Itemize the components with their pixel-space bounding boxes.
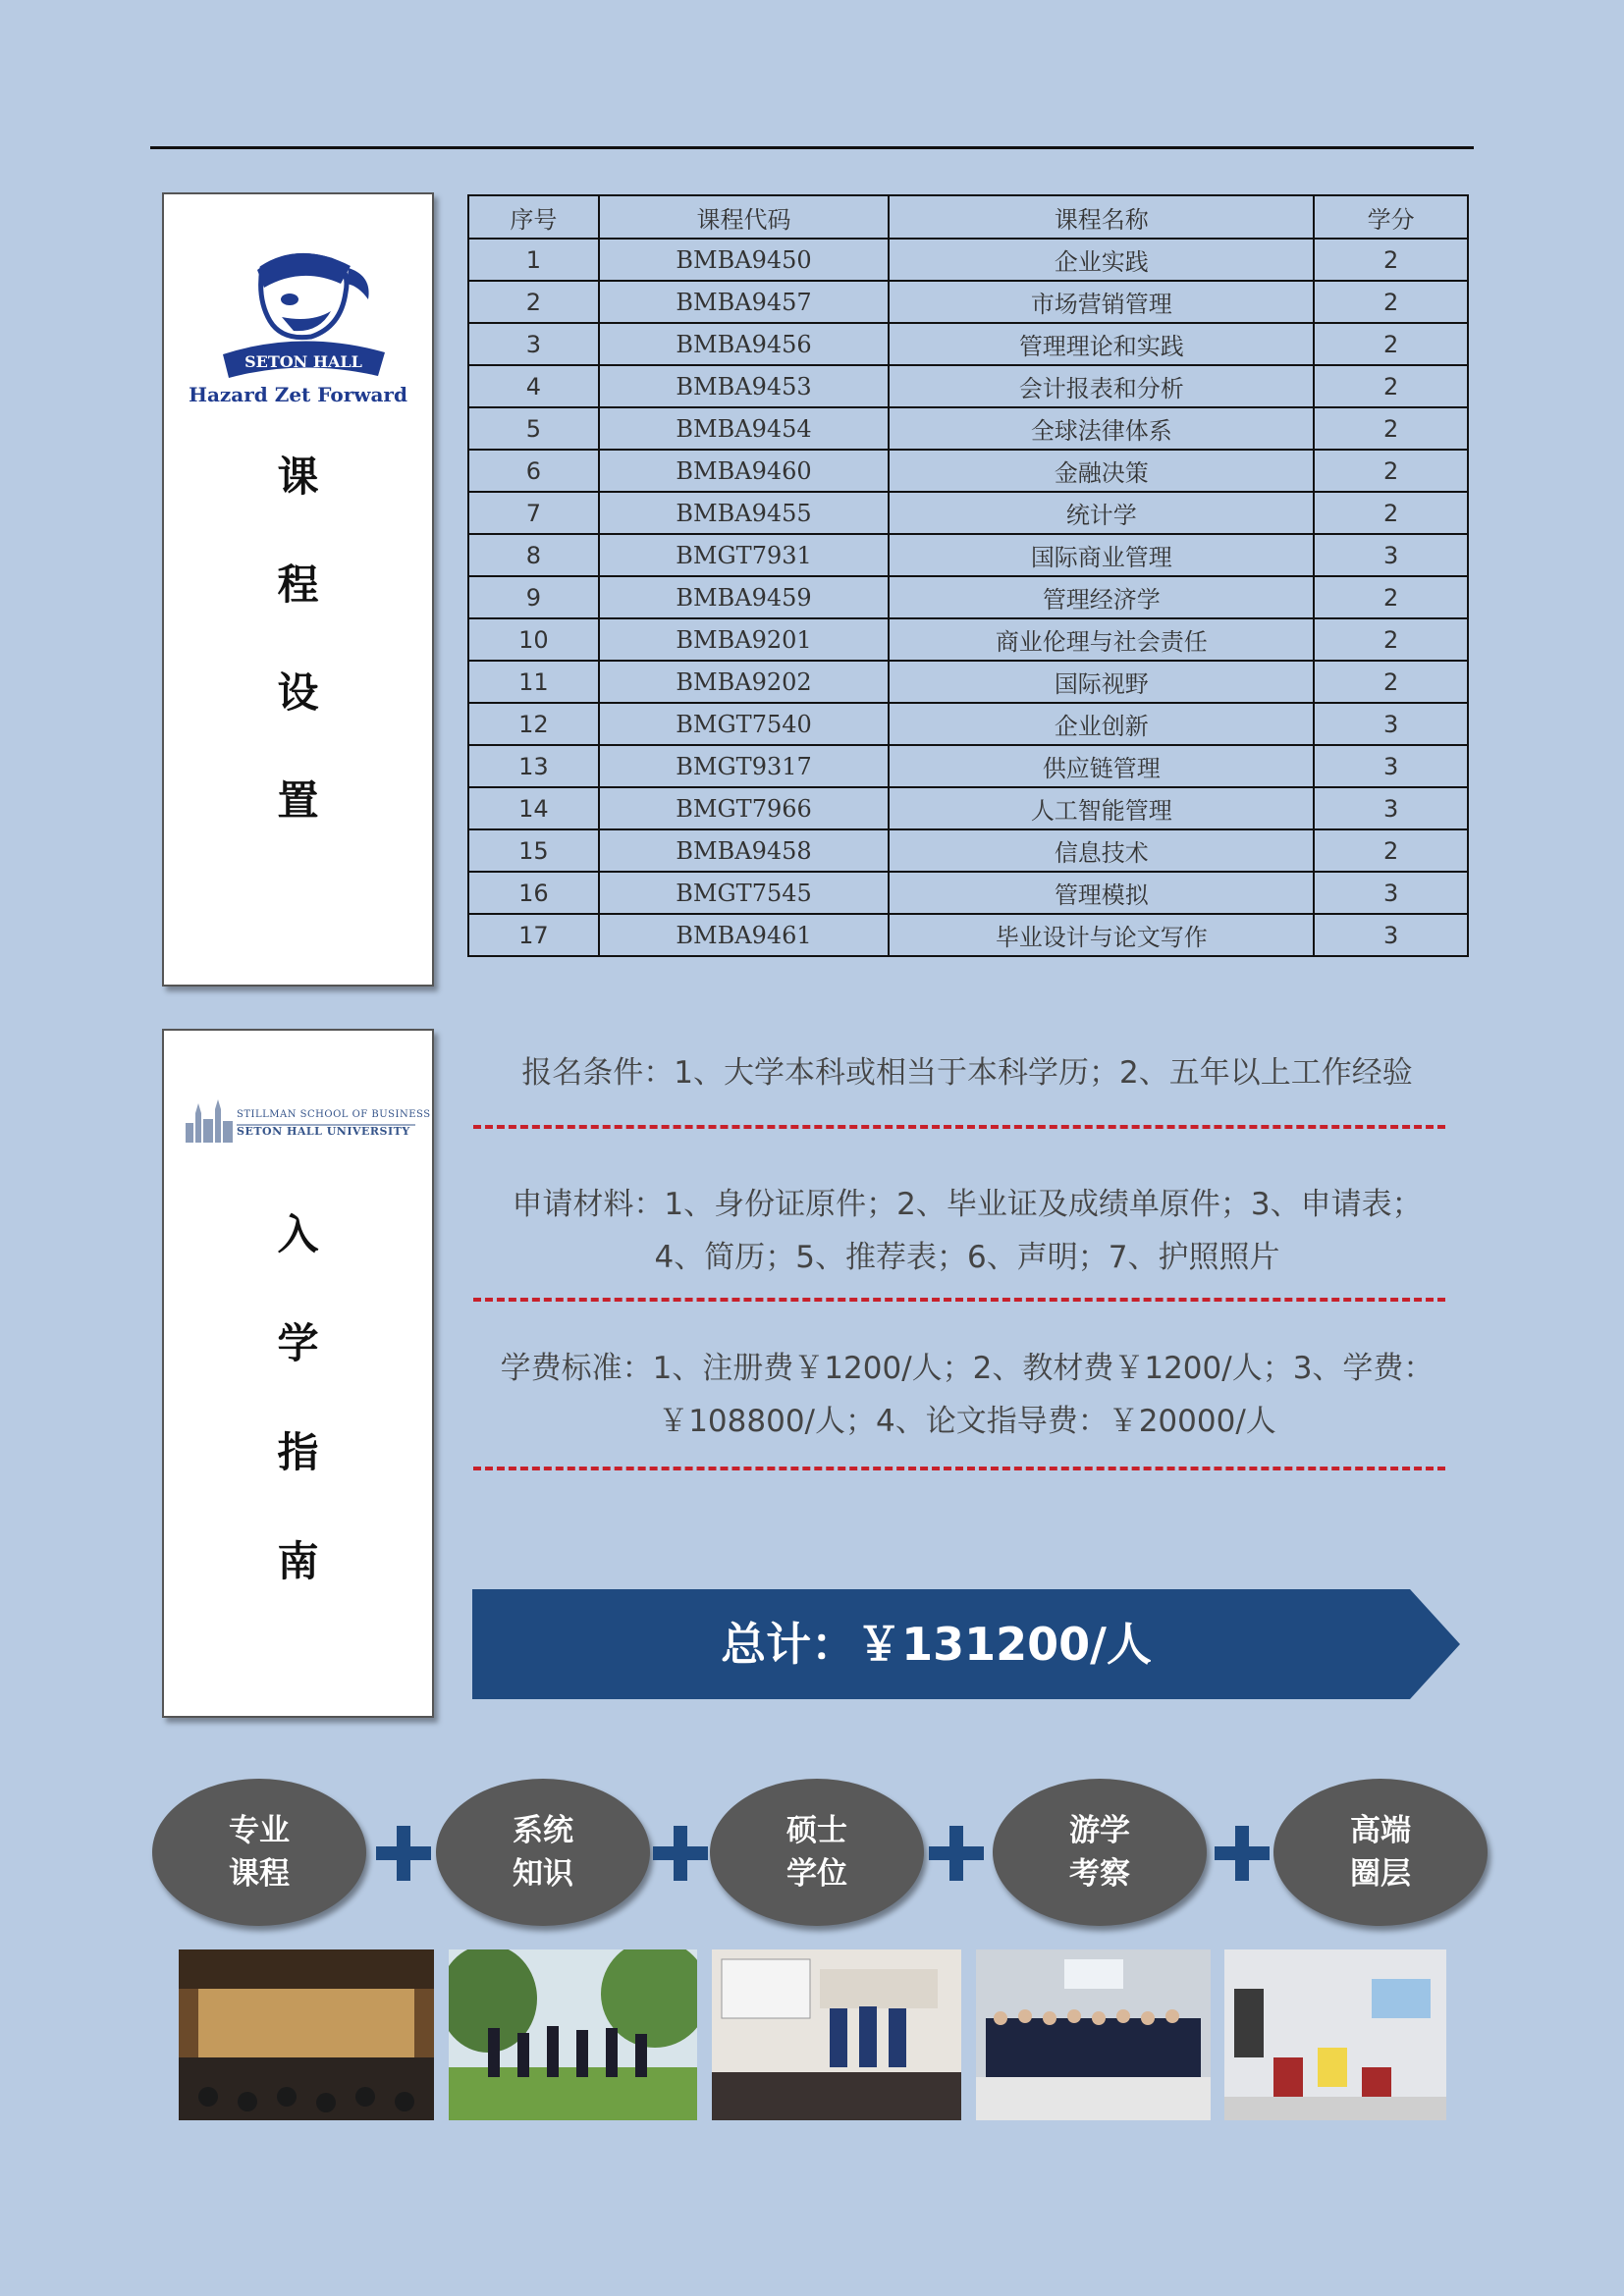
table-row [468,407,1468,450]
course-name-cell: 市场营销管理 [889,281,1314,323]
feature-line: 圈层 [1350,1856,1411,1892]
presentation-photo [712,1949,961,2120]
title-char: 指 [277,1428,319,1476]
row-number-cell: 11 [468,661,599,703]
credits-cell: 2 [1314,618,1468,661]
course-code-cell: BMBA9453 [599,365,890,407]
course-code-cell: BMBA9450 [599,239,890,281]
column-header: 课程名称 [889,195,1314,239]
credits-cell: 2 [1314,239,1468,281]
course-code-cell: BMBA9460 [599,450,890,492]
row-number-cell: 17 [468,914,599,956]
course-name-cell: 国际商业管理 [889,534,1314,576]
group-photo [976,1949,1211,2120]
row-number-cell: 8 [468,534,599,576]
column-header: 课程代码 [599,195,890,239]
row-number-cell: 7 [468,492,599,534]
feature-line: 专业 [229,1813,290,1848]
feature-line: 高端 [1350,1813,1411,1848]
table-row [468,492,1468,534]
row-number-cell: 5 [468,407,599,450]
motto-text: Hazard Zet Forward [189,383,407,406]
table-row [468,450,1468,492]
course-code-cell: BMGT7931 [599,534,890,576]
column-header: 学分 [1314,195,1468,239]
table-row [468,365,1468,407]
credits-cell: 2 [1314,365,1468,407]
plus-icon [1215,1826,1270,1881]
course-code-cell: BMGT7545 [599,872,890,914]
course-code-cell: BMBA9457 [599,281,890,323]
course-table [467,194,1469,957]
feature-bubble [993,1779,1207,1926]
cap-toss-photo [449,1949,697,2120]
course-code-cell: BMGT9317 [599,745,890,787]
logo-banner-text: SETON HALL [244,352,362,371]
feature-bubble [152,1779,366,1926]
materials-line2: 4、简历；5、推荐表；6、声明；7、护照照片 [654,1240,1280,1275]
credits-cell: 2 [1314,407,1468,450]
course-name-cell: 金融决策 [889,450,1314,492]
credits-cell: 2 [1314,576,1468,618]
seton-hall-pirate-logo [203,239,400,396]
table-row [468,576,1468,618]
row-number-cell: 14 [468,787,599,829]
title-char: 入 [277,1210,319,1258]
row-number-cell: 15 [468,829,599,872]
table-row [468,829,1468,872]
row-number-cell: 10 [468,618,599,661]
table-row [468,872,1468,914]
table-row [468,787,1468,829]
table-row [468,914,1468,956]
fees-text [461,1342,1473,1448]
table-header-row [468,195,1468,239]
feature-line: 课程 [229,1856,290,1892]
feature-line: 系统 [513,1813,573,1848]
row-number-cell: 3 [468,323,599,365]
course-name-cell: 管理模拟 [889,872,1314,914]
credits-cell: 3 [1314,787,1468,829]
course-code-cell: BMGT7966 [599,787,890,829]
course-name-cell: 企业创新 [889,703,1314,745]
table-row [468,703,1468,745]
feature-line: 考察 [1069,1856,1130,1892]
table-row [468,534,1468,576]
requirements-line: 报名条件：1、大学本科或相当于本科学历；2、五年以上工作经验 [521,1055,1413,1091]
stillman-school-logo [184,1099,415,1147]
credits-cell: 2 [1314,323,1468,365]
table-row [468,323,1468,365]
feature-line: 游学 [1069,1813,1130,1848]
plus-icon [376,1826,431,1881]
title-char: 程 [277,561,319,609]
admission-title [164,1205,432,1641]
feature-line: 学位 [786,1856,847,1892]
credits-cell: 2 [1314,829,1468,872]
title-char: 置 [277,776,319,825]
credits-cell: 2 [1314,492,1468,534]
title-char: 课 [277,453,319,501]
credits-cell: 2 [1314,281,1468,323]
requirements-text [461,1046,1473,1099]
course-name-cell: 全球法律体系 [889,407,1314,450]
course-name-cell: 管理经济学 [889,576,1314,618]
course-code-cell: BMBA9201 [599,618,890,661]
credits-cell: 2 [1314,661,1468,703]
course-code-cell: BMBA9202 [599,661,890,703]
credits-cell: 3 [1314,745,1468,787]
credits-cell: 3 [1314,534,1468,576]
row-number-cell: 12 [468,703,599,745]
credits-cell: 3 [1314,703,1468,745]
course-name-cell: 商业伦理与社会责任 [889,618,1314,661]
curriculum-title [164,448,432,880]
row-number-cell: 1 [468,239,599,281]
table-row [468,239,1468,281]
course-name-cell: 统计学 [889,492,1314,534]
credits-cell: 2 [1314,450,1468,492]
credits-cell: 3 [1314,914,1468,956]
course-code-cell: BMBA9455 [599,492,890,534]
table-row [468,618,1468,661]
table-row [468,281,1468,323]
fees-line2: ￥108800/人；4、论文指导费：￥20000/人 [658,1404,1276,1439]
school-name-line2: SETON HALL UNIVERSITY [237,1125,410,1138]
course-code-cell: BMBA9456 [599,323,890,365]
course-name-cell: 毕业设计与论文写作 [889,914,1314,956]
admission-side-panel [162,1029,434,1718]
course-code-cell: BMBA9461 [599,914,890,956]
course-name-cell: 会计报表和分析 [889,365,1314,407]
feature-bubble [710,1779,924,1926]
course-code-cell: BMGT7540 [599,703,890,745]
course-name-cell: 企业实践 [889,239,1314,281]
feature-line: 知识 [513,1856,573,1892]
course-name-cell: 管理理论和实践 [889,323,1314,365]
school-name-line1: STILLMAN SCHOOL OF BUSINESS [237,1109,431,1120]
plus-icon [653,1826,708,1881]
course-code-cell: BMBA9454 [599,407,890,450]
course-code-cell: BMBA9459 [599,576,890,618]
row-number-cell: 4 [468,365,599,407]
materials-text [461,1178,1473,1284]
dashed-divider [473,1125,1445,1129]
course-name-cell: 信息技术 [889,829,1314,872]
dashed-divider [473,1467,1445,1470]
row-number-cell: 9 [468,576,599,618]
dashed-divider [473,1298,1445,1302]
course-name-cell: 人工智能管理 [889,787,1314,829]
top-divider [150,146,1474,149]
course-code-cell: BMBA9458 [599,829,890,872]
feature-bubble [1273,1779,1488,1926]
classroom-photo [1224,1949,1446,2120]
course-name-cell: 供应链管理 [889,745,1314,787]
credits-cell: 3 [1314,872,1468,914]
curriculum-side-panel [162,192,434,987]
feature-bubble [436,1779,650,1926]
fees-line1: 学费标准：1、注册费￥1200/人；2、教材费￥1200/人；3、学费： [500,1351,1435,1386]
title-char: 学 [277,1319,319,1367]
column-header: 序号 [468,195,599,239]
title-char: 设 [277,668,319,717]
total-fee-text: 总计：￥131200/人 [721,1618,1152,1671]
title-char: 南 [277,1537,319,1585]
feature-line: 硕士 [786,1813,847,1848]
plus-icon [929,1826,984,1881]
row-number-cell: 16 [468,872,599,914]
table-row [468,661,1468,703]
course-name-cell: 国际视野 [889,661,1314,703]
row-number-cell: 13 [468,745,599,787]
graduation-ceremony-photo [179,1949,434,2120]
row-number-cell: 2 [468,281,599,323]
materials-line1: 申请材料：1、身份证原件；2、毕业证及成绩单原件；3、申请表； [512,1187,1423,1222]
table-row [468,745,1468,787]
row-number-cell: 6 [468,450,599,492]
